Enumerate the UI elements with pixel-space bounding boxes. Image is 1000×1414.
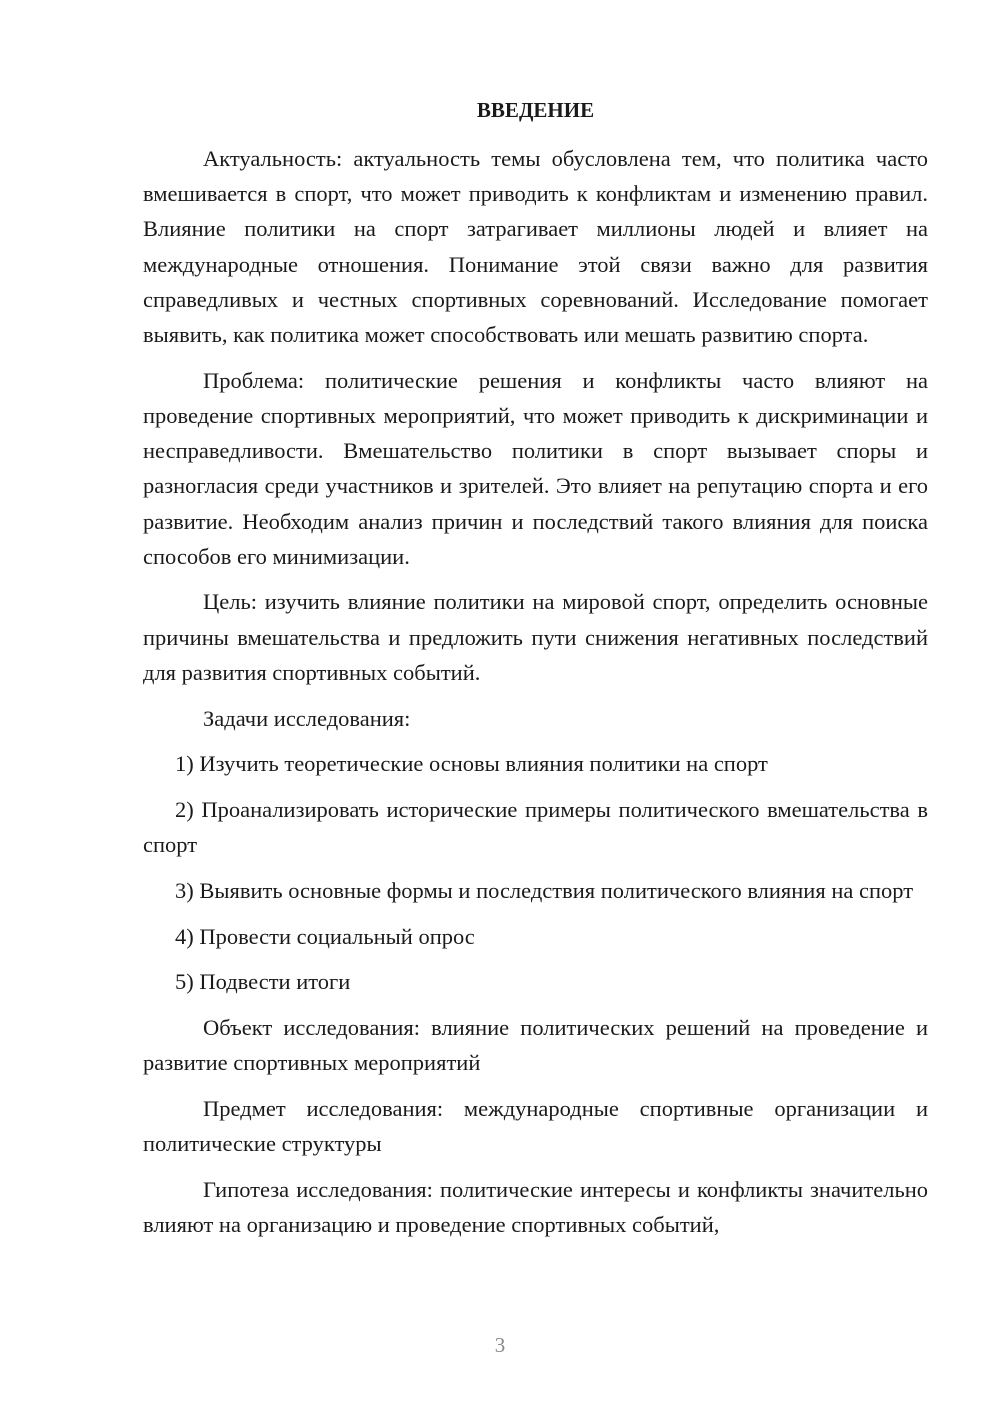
task-item-1: 1) Изучить теоретические основы влияния политики на спорт [175, 751, 768, 777]
task-item-5: 5) Подвести итоги [175, 969, 351, 995]
page-title: ВВЕДЕНИЕ [476, 98, 595, 122]
paragraph-hypothesis: Гипотеза исследования: политические интересы и конфликты значительно влияют на организацию и проведение спортивных событий, [143, 1176, 928, 1237]
task-item-3: 3) Выявить основные формы и последствия политического влияния на спорт [175, 877, 914, 903]
paragraph-object: Объект исследования: влияние политических решений на проведение и развитие спортивных мероприятий [143, 1014, 928, 1076]
task-item-2: 2) Проанализировать исторические примеры политического вмешательства в спорт [143, 796, 928, 858]
paragraph-problem: Проблема: политические решения и конфликты часто влияют на проведение спортивных мероприятий, что может приводить к дискриминации и несправедливости. Вмешательство политики в спорт вызывает споры и разногласия среди участников и зрителей. Это влияет на репутацию спорта и его развитие. Необходим анализ причин и последствий такого влияния для поиска способов его минимизации. [143, 367, 928, 569]
paragraph-subject: Предмет исследования: международные спортивные организации и политические структуры [143, 1095, 928, 1157]
paragraph-goal: Цель: изучить влияние политики на мировой спорт, определить основные причины вмешательства и предложить пути снижения негативных последствий для развития спортивных событий. [143, 589, 928, 685]
page-number: 3 [494, 1333, 506, 1357]
tasks-heading: Задачи исследования: [203, 705, 411, 731]
paragraph-relevance: Актуальность: актуальность темы обусловлена тем, что политика часто вмешивается в спорт, что может приводить к конфликтам и изменению правил. Влияние политики на спорт затрагивает миллионы людей и влияет на международные отношения. Понимание этой связи важно для развития справедливых и честных спортивных соревнований. Исследование помогает выявить, как политика может способствовать или мешать развитию спорта. [143, 146, 928, 348]
task-item-4: 4) Провести социальный опрос [175, 923, 475, 949]
document-body [143, 141, 928, 1253]
